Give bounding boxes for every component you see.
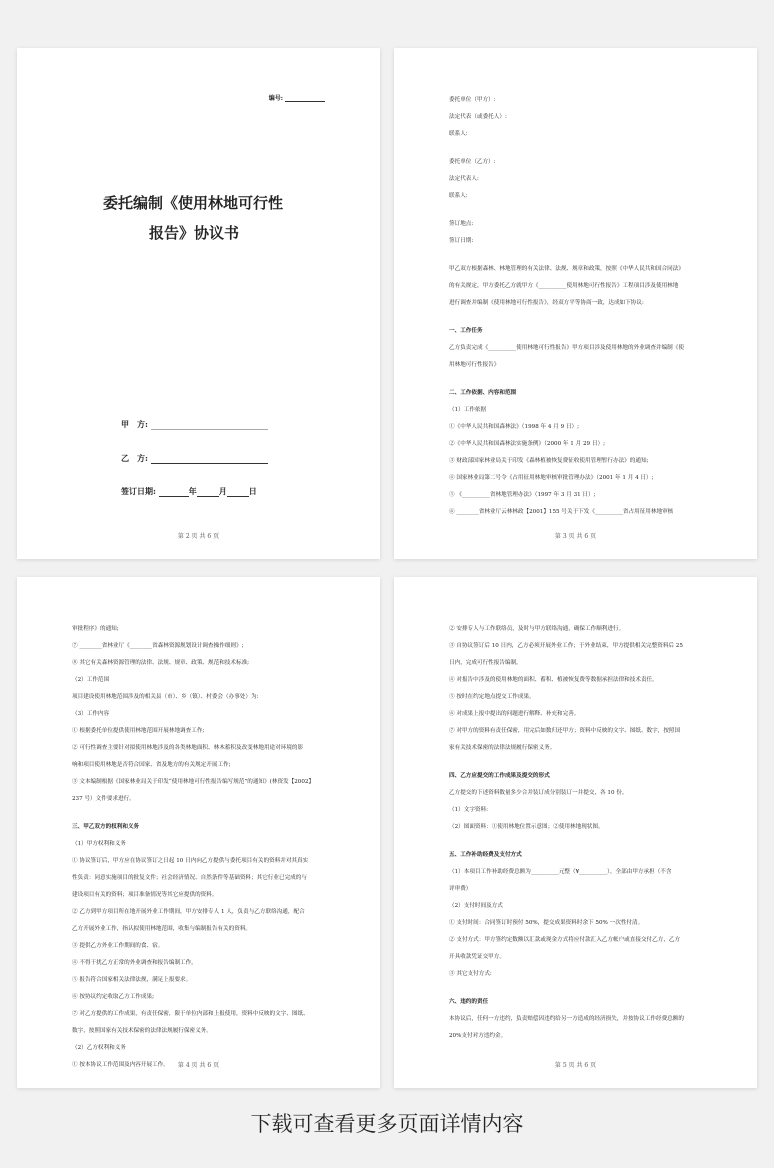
paragraph-gap [449, 312, 729, 323]
text-line: ④ 对报告中涉及的使用林地的面积、蓄积、植被恢复费等数据承担法律和技术责任。 [449, 677, 658, 683]
text-line: ③ 财政部国家林业局关于印发《森林植被恢复费征收使用管理暂行办法》的通知; [449, 458, 649, 464]
text-line: （1）文字资料: [449, 807, 489, 813]
text-line: （1）甲方权利和义务 [72, 841, 126, 847]
text-line: 签订日期: [449, 238, 474, 244]
party-a-label: 甲 方: [121, 419, 148, 429]
text-line: 数字，按照国家有关技术保密的法律法规履行保密义务。 [72, 1028, 212, 1034]
paragraph-gap [449, 374, 729, 385]
paragraph-gap [449, 983, 729, 994]
party-a-field [121, 419, 268, 430]
text-line: 委托单位（乙方）: [449, 159, 496, 165]
text-line: 法定代表人: [449, 176, 479, 182]
document-page-cover [17, 48, 380, 559]
text-line: （2）工作范围 [72, 677, 110, 683]
section-heading: 四、乙方应提交的工作成果及提交的形式 [449, 773, 550, 779]
text-line: 响和项目使用林地是否符合国家、省及地方的有关规定开展工作; [72, 762, 231, 768]
sign-date-field [121, 486, 257, 497]
text-line: ⑦ 对甲方的资料有责任保密，用完后如数归还甲方；资料中反映的文字、图纸、数字，按照国 [449, 728, 681, 734]
page-4-content [72, 621, 352, 1074]
text-line: ⑤ 《__________省林地管理办法》（1997 年 3 月 31 日）; [449, 492, 596, 498]
text-line: 日内，完成可行性报告编制。 [449, 660, 522, 666]
document-page-4 [17, 577, 380, 1088]
text-line: 乙方提交的下述资料数量多少合并装订成分别装订一并提交，各 10 份。 [449, 790, 628, 796]
text-line: ① 按本协议工作范围及内容开展工作。 [72, 1062, 169, 1068]
month-label: 月 [218, 486, 227, 496]
cover-title [103, 188, 283, 248]
text-line: ② 安排专人与工作联络员，及时与甲方联络沟通，确保工作顺利进行。 [449, 626, 625, 632]
party-b-field [121, 453, 268, 464]
text-line: ① 根据委托单位提供使用林地范围开展林地调查工作; [72, 728, 205, 734]
text-line: ⑤ 按时在约定地点提交工作成果。 [449, 694, 535, 700]
text-line: 联系人: [449, 193, 468, 199]
document-page-3 [394, 48, 757, 559]
section-heading: 二、工作依据、内容和范围 [449, 390, 517, 396]
party-b-blank [151, 455, 268, 464]
text-line: （1）本项目工作补助经费总额为__________元整（¥__________），全部由甲方承担（不含 [449, 869, 672, 875]
day-blank [227, 488, 249, 497]
party-b-label: 乙 方: [121, 453, 148, 463]
year-label: 年 [188, 486, 197, 496]
text-line: ③ 提供乙方外业工作期间的食、宿。 [72, 943, 164, 949]
paragraph-gap [449, 757, 729, 768]
text-line: 委托单位（甲方）: [449, 97, 496, 103]
text-line: ④ 不得干扰乙方正常的外业调查和报告编制工作。 [72, 960, 197, 966]
section-heading: 六、违约的责任 [449, 999, 489, 1005]
text-line: 签订地点: [449, 221, 474, 227]
text-line: ③ 文本编制根据《国家林业局关于印发“使用林地可行性报告编写规范”的通知》(林资发【2002】 [72, 779, 315, 785]
document-page-5 [394, 577, 757, 1088]
text-line: 性负责：同意实施项目的批复文件；社会经济情况、自然条件等基础资料；其它行业已完成的与 [72, 875, 307, 881]
section-heading: 一、工作任务 [449, 328, 483, 334]
text-line: ⑥ 按协议约定收取乙方工作成果; [72, 994, 154, 1000]
text-line: 项目建设使用林地范围涉及的相关县（市）、乡（镇）、村委会（办事处）为: [72, 694, 259, 700]
cover-title-line1: 委托编制《使用林地可行性 [103, 194, 284, 212]
page-number: 第 4 页 共 6 页 [177, 1062, 220, 1069]
text-line: ①《中华人民共和国森林法》（1998 年 4 月 9 日）; [449, 424, 580, 430]
cover-title-line2: 报告》协议书 [149, 224, 240, 242]
text-line: （1）工作依据 [449, 407, 487, 413]
text-line: 建设项目有关的资料；项目准备情况等其它应提供的资料。 [72, 892, 218, 898]
text-line: 乙方开展外业工作，指认拟使用林地范围，收集与编制报告有关的资料。 [72, 926, 252, 932]
serial-blank [285, 95, 325, 102]
page-number: 第 2 页 共 6 页 [177, 533, 220, 540]
text-line: ⑥ 对成果上报中提出的问题进行解释、补充和完善。 [449, 711, 580, 717]
text-line: 本协议后，任何一方违约，负责赔偿因违约给另一方造成的经济损失，并按协议工作经费总额的 [449, 1016, 684, 1022]
text-line: ⑧ 其它有关森林资源管理的法律、法规、规章、政策、规范和技术标准; [72, 660, 250, 666]
text-line: 评审费） [449, 886, 472, 892]
year-blank [159, 488, 189, 497]
text-line: 用林地可行性报告》 [449, 362, 500, 368]
party-a-blank [151, 421, 268, 430]
text-line: ④ 国家林业局第二号令《占用征用林地审核审批管理办法》（2001 年 1 月 4 日）; [449, 475, 654, 481]
text-line: ② 可行性调查主要针对拟使用林地涉及的各类林地面积、林木蓄积及改变林地用途对环境的影 [72, 745, 304, 751]
download-more-prompt[interactable]: 下载可查看更多页面详情内容 [250, 1112, 524, 1136]
text-line: 甲乙双方根据森林、林地管理的有关法律、法规、规章和政策，按照《中华人民共和国合同法》 [449, 266, 684, 272]
text-line: （2）乙方权利和义务 [72, 1045, 126, 1051]
page-number: 第 5 页 共 6 页 [554, 1062, 597, 1069]
text-line: （2）图面资料：①使用林地位置示意图；②使用林地现状图。 [449, 824, 604, 830]
page-5-content [449, 621, 729, 1045]
paragraph-gap [449, 143, 729, 154]
text-line: 审批程序》的通知; [72, 626, 119, 632]
text-line: ②《中华人民共和国森林法实施条例》（2000 年 1 月 29 日）; [449, 441, 605, 447]
text-line: 法定代表（或委托人）: [449, 114, 507, 120]
sign-date-label: 签订日期: [121, 486, 156, 496]
text-line: 家有关技术保密的法律法规履行保密义务。 [449, 745, 556, 751]
text-line: ⑦ ________省林业厅《________省森林资源规划设计调查操作细则》; [72, 643, 244, 649]
section-heading: 三、甲乙双方的权利和义务 [72, 824, 140, 830]
text-line: ② 乙方到甲方项目所在地开展外业工作期间，甲方安排专人 1 人，负责与乙方联络沟通，配合 [72, 909, 305, 915]
paragraph-gap [72, 808, 352, 819]
text-line: （3）工作内容 [72, 711, 110, 717]
text-line: 开具收款凭证交甲方。 [449, 954, 505, 960]
page-number: 第 3 页 共 6 页 [554, 533, 597, 540]
text-line: 的有关规定，甲方委托乙方就甲方《__________使用林地可行性报告》工程项目涉及使用林地 [449, 283, 679, 289]
paragraph-gap [449, 250, 729, 261]
text-line: ③ 自协议签订后 10 日内，乙方必须开展外业工作；于外业结束，甲方提供相关完整资料后 25 [449, 643, 683, 649]
page-3-content [449, 92, 729, 521]
serial-label: 编号: [268, 95, 283, 102]
text-line: ⑥ ________省林业厅云林林政【2001】155 号关于下发《__________省占用征用林地审核 [449, 509, 674, 515]
text-line: 20%支付对方违约金。 [449, 1033, 507, 1039]
paragraph-gap [449, 205, 729, 216]
text-line: （2）支付时间及方式 [449, 903, 503, 909]
text-line: ③ 其它支付方式: [449, 971, 492, 977]
text-line: ① 协议签订后，甲方应在协议签订之日起 10 日内向乙方提供与委托项目有关的资料并对其真实 [72, 858, 309, 864]
text-line: ① 支付时间：合同签订时预付 50%，提交成果资料时余下 50% 一次性付清。 [449, 920, 644, 926]
text-line: ② 支付方式：甲方签约定数额以汇款或现金方式将应付款汇入乙方帐户或直接交付乙方，乙方 [449, 937, 681, 943]
text-line: ⑦ 对乙方提供的工作成果，有责任保密，限于单位内部和上报使用，资料中反映的文字、图纸、 [72, 1011, 309, 1017]
text-line: ⑤ 报告符合国家相关法律法规，满足上报要求。 [72, 977, 192, 983]
month-blank [197, 488, 219, 497]
paragraph-gap [449, 836, 729, 847]
text-line: 进行调查并编制《使用林地可行性报告》，经双方平等协商一致，达成如下协议: [449, 300, 644, 306]
serial-number-field [269, 93, 325, 102]
text-line: 乙方负责完成《__________使用林地可行性报告》甲方项目涉及使用林地的外业调查并编制《使 [449, 345, 684, 351]
section-heading: 五、工作补助经费及支付方式 [449, 852, 522, 858]
text-line: 联系人: [449, 131, 468, 137]
text-line: 237 号）文件要求进行。 [72, 796, 135, 802]
day-label: 日 [248, 486, 257, 496]
